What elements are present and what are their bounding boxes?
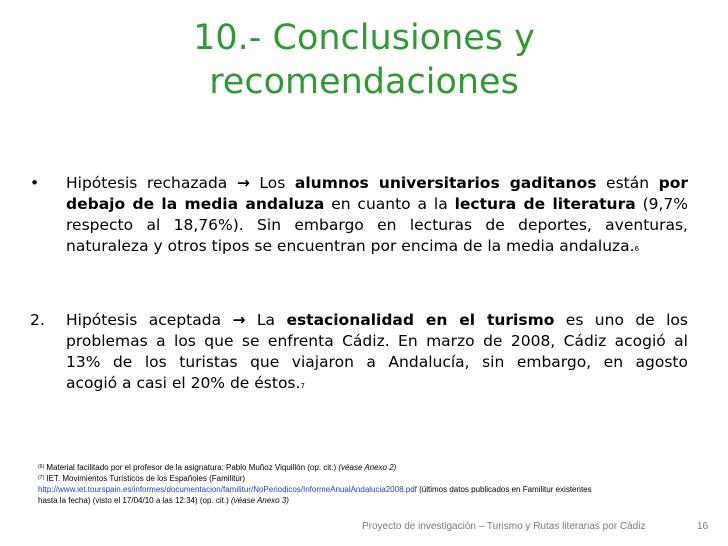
p2-line-4	[30, 373, 688, 397]
footnotes	[38, 462, 698, 506]
p1-text: naturaleza y otros tipos se encuentran por encima de la media andaluza.	[66, 237, 635, 255]
familitur-link[interactable]: http://www.iet.tourspain.es/informes/documentacion/familitur/NoPeriodicos/InformeAnualAndalucia2008.pdf	[38, 485, 417, 494]
footnote-text: IET. Movimientos Turísticos de los Españoles (Familitur)	[46, 474, 246, 483]
p2-line-1	[30, 310, 688, 331]
p2-text: La	[245, 311, 287, 329]
p1-line-1	[30, 173, 688, 194]
paragraph-hypothesis-rejected	[30, 173, 688, 260]
paragraph-hypothesis-accepted	[30, 310, 688, 397]
footnote-ref-7: 7	[300, 382, 305, 390]
p1-text: (9,7%	[635, 195, 688, 213]
p2-line-3: 13% de los turistas que viajaron a Andalucía, sin embargo, en agosto	[66, 353, 688, 371]
footnote-7-link-line	[38, 484, 698, 495]
bullet-marker: •	[30, 174, 40, 192]
p1-bold-text: por	[658, 174, 688, 192]
p1-text: están	[596, 174, 659, 192]
footnote-text: Material facilitado por el profesor de la asignatura: Pablo Muñoz Viquillón (op. cit.)	[46, 463, 339, 472]
p2-line-2: problemas a los que se enfrenta Cádiz. En marzo de 2008, Cádiz acogió al	[66, 332, 688, 350]
p1-line-2	[30, 194, 688, 215]
footnote-italic: (véase Anexo 3)	[231, 496, 289, 505]
slide-title	[150, 16, 578, 104]
p2-bold-text: estacionalidad en el turismo	[286, 311, 555, 329]
p1-line-4	[30, 236, 688, 260]
p1-text: Hipótesis rechazada	[66, 174, 237, 192]
arrow-icon: →	[232, 311, 246, 329]
p1-text: Los	[249, 174, 295, 192]
p1-bold-text: alumnos universitarios gaditanos	[294, 174, 597, 192]
slide-footer: Proyecto de investigación – Turismo y Rutas literarias por Cádiz	[362, 521, 646, 532]
p1-bold-text: debajo de la media andaluza	[66, 195, 325, 213]
footnote-marker: (6)	[38, 464, 45, 470]
title-line-2: recomendaciones	[209, 62, 519, 102]
p1-bold-text: lectura de literatura	[454, 195, 636, 213]
arrow-icon: →	[236, 174, 250, 192]
footnote-text: (últimos datos publicados en Familitur existentes	[416, 485, 592, 494]
p2-text: acogió a casi el 20% de éstos.	[66, 374, 301, 392]
p2-text: es uno de los	[554, 311, 688, 329]
footnote-ref-6: 6	[634, 245, 640, 253]
p1-line-3: respecto al 18,76%). Sin embargo en lecturas de deportes, aventuras,	[66, 216, 688, 234]
page-number: 16	[697, 521, 709, 532]
number-marker: 2.	[30, 311, 45, 329]
footnote-7-line-3	[38, 495, 698, 506]
footnote-6	[38, 462, 698, 473]
title-line-1: 10.- Conclusiones y	[193, 18, 535, 58]
p1-text: en cuanto a la	[324, 195, 455, 213]
footnote-7	[38, 473, 698, 484]
footnote-text: hasta la fecha) (visto el 17/04/10 a las 12:34) (op. cit.)	[38, 496, 231, 505]
footnote-marker: (7)	[38, 475, 45, 481]
footnote-italic: (véase Anexo 2)	[338, 463, 397, 472]
p2-text: Hipótesis aceptada	[66, 311, 233, 329]
